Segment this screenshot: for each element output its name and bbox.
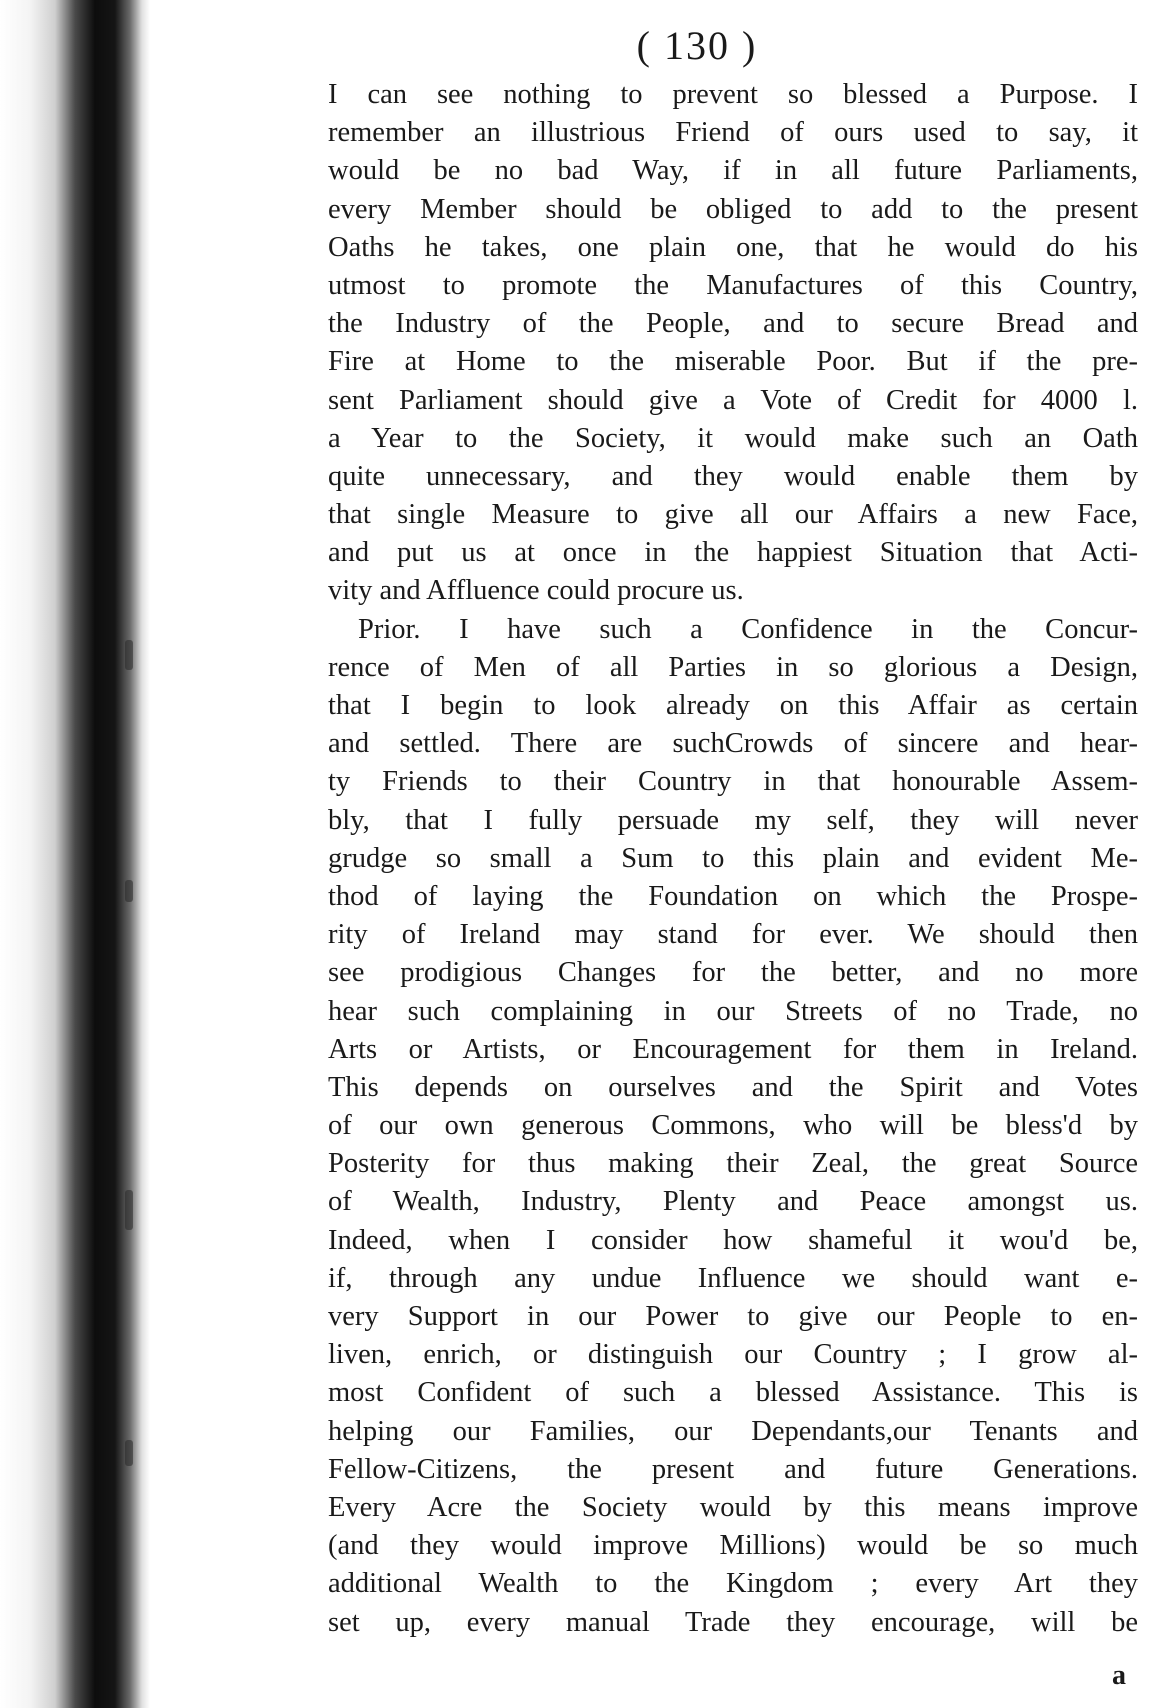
text-line: very Support in our Power to give our People to en- bbox=[328, 1301, 1138, 1332]
text-line: Arts or Artists, or Encouragement for them in Ireland. bbox=[328, 1033, 1138, 1065]
text-line: I can see nothing to prevent so blessed a Purpose. I bbox=[328, 79, 1138, 110]
text-line: bly, that I fully persuade my self, they will never bbox=[328, 804, 1138, 836]
text-line: and put us at once in the happiest Situation that Acti- bbox=[328, 537, 1138, 569]
text-line: every Member should be obliged to add to the present bbox=[328, 193, 1138, 225]
gutter-speck bbox=[125, 640, 133, 670]
text-line: thod of laying the Foundation on which the Prospe- bbox=[328, 880, 1138, 912]
text-line: that I begin to look already on this Affair as certain bbox=[328, 690, 1138, 721]
page-text bbox=[328, 76, 1138, 1642]
text-line: and settled. There are suchCrowds of sincere and hear- bbox=[328, 728, 1138, 760]
gutter-speck bbox=[125, 1440, 133, 1466]
gutter-speck bbox=[125, 880, 133, 902]
text-line: see prodigious Changes for the better, and no more bbox=[328, 957, 1138, 989]
text-line: This depends on ourselves and the Spirit and Votes bbox=[328, 1071, 1138, 1103]
text-line: Prior. I have such a Confidence in the Concur- bbox=[358, 613, 1138, 645]
text-line: of our own generous Commons, who will be bless'd by bbox=[328, 1110, 1138, 1142]
text-line: rity of Ireland may stand for ever. We should then bbox=[328, 919, 1138, 951]
text-line: would be no bad Way, if in all future Parliaments, bbox=[328, 155, 1138, 187]
page-number: ( 130 ) bbox=[636, 23, 758, 68]
text-line: rence of Men of all Parties in so glorious a Design, bbox=[328, 651, 1138, 683]
text-line: that single Measure to give all our Affairs a new Face, bbox=[328, 499, 1138, 531]
text-line: liven, enrich, or distinguish our Country ; I grow al- bbox=[328, 1339, 1138, 1371]
text-line: additional Wealth to the Kingdom ; every Art they bbox=[328, 1568, 1138, 1600]
text-line: grudge so small a Sum to this plain and evident Me- bbox=[328, 842, 1138, 874]
text-line: Fire at Home to the miserable Poor. But if the pre- bbox=[328, 346, 1138, 378]
text-line: (and they would improve Millions) would be so much bbox=[328, 1530, 1138, 1562]
text-line: Every Acre the Society would by this means improve bbox=[328, 1491, 1138, 1523]
text-line: Fellow-Citizens, the present and future Generations. bbox=[328, 1453, 1138, 1485]
text-line: Indeed, when I consider how shameful it wou'd be, bbox=[328, 1224, 1138, 1256]
text-line: of Wealth, Industry, Plenty and Peace amongst us. bbox=[328, 1186, 1138, 1218]
text-line: Oaths he takes, one plain one, that he would do his bbox=[328, 231, 1138, 263]
text-line: helping our Families, our Dependants,our Tenants and bbox=[328, 1415, 1138, 1447]
text-line: the Industry of the People, and to secure Bread and bbox=[328, 308, 1138, 340]
text-line: Posterity for thus making their Zeal, the great Source bbox=[328, 1148, 1138, 1180]
text-line: utmost to promote the Manufactures of this Country, bbox=[328, 269, 1138, 301]
text-line: a Year to the Society, it would make such an Oath bbox=[328, 422, 1138, 454]
text-line: vity and Affluence could procure us. bbox=[328, 575, 744, 607]
text-line: quite unnecessary, and they would enable them by bbox=[328, 460, 1138, 492]
text-line: hear such complaining in our Streets of no Trade, no bbox=[328, 995, 1138, 1027]
text-line: most Confident of such a blessed Assistance. This is bbox=[328, 1377, 1138, 1409]
text-line: if, through any undue Influence we should want e- bbox=[328, 1262, 1138, 1294]
text-line: sent Parliament should give a Vote of Credit for 4000 l. bbox=[328, 384, 1138, 416]
gutter-speck bbox=[125, 1190, 133, 1230]
text-line: remember an illustrious Friend of ours used to say, it bbox=[328, 117, 1138, 149]
catchword: a bbox=[1112, 1660, 1126, 1691]
text-line: set up, every manual Trade they encourage, will be bbox=[328, 1606, 1138, 1638]
text-line: ty Friends to their Country in that honourable Assem- bbox=[328, 766, 1138, 798]
